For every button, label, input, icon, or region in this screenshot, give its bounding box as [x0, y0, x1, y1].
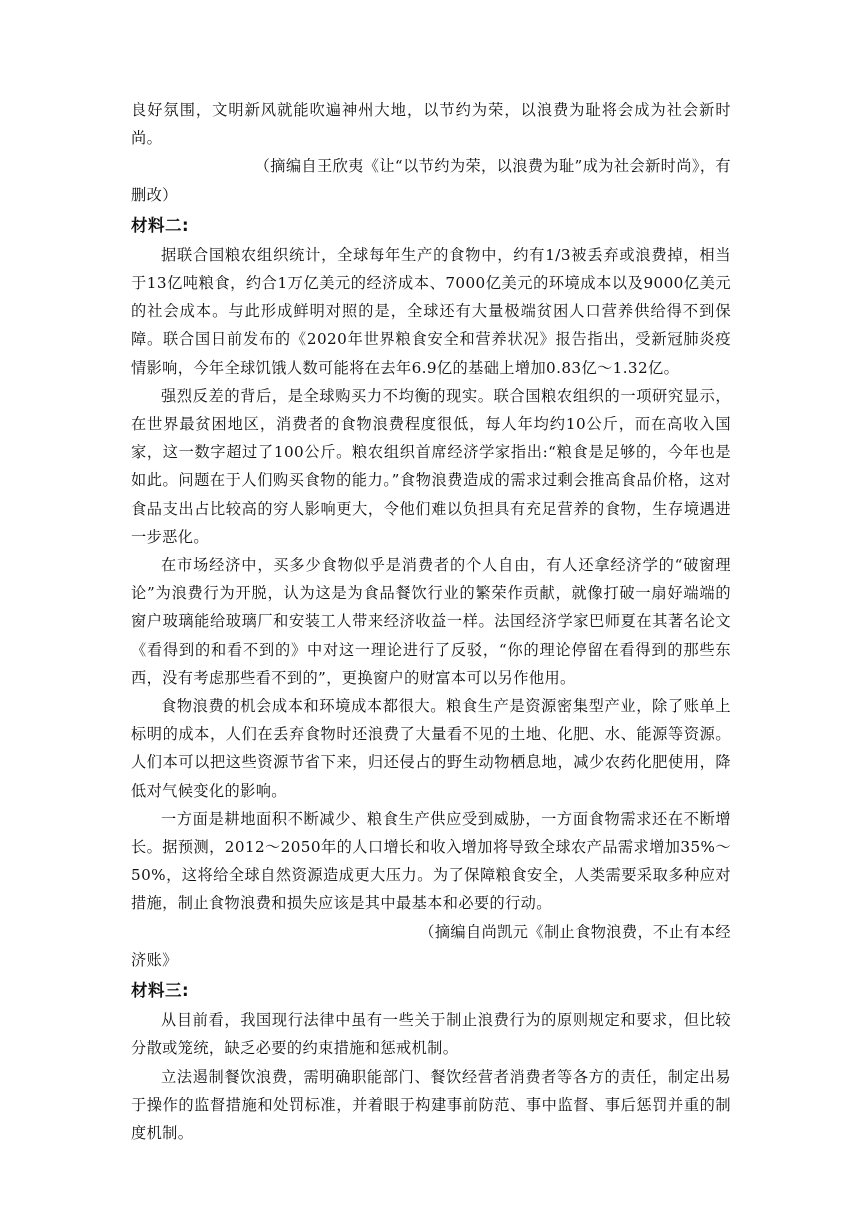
- material-3-paragraph-1: 从目前看，我国现行法律中虽有一些关于制止浪费行为的原则规定和要求，但比较分散或笼统，缺乏必要的约束措施和惩戒机制。: [131, 1011, 731, 1058]
- document-page: [131, 96, 731, 1147]
- material-2-paragraph-3: 在市场经济中，买多少食物似乎是消费者的个人自由，有人还拿经济学的“破窗理论”为浪费行为开脱，认为这是为食品餐饮行业的繁荣作贡献，就像打破一扇好端端的窗户玻璃能给玻璃厂和安装工人带来经济收益一样。法国经济学家巴师夏在其著名论文《看得到的和看不到的》中对这一理论进行了反驳，“你的理论停留在看得到的那些东西，没有考虑那些看不到的”，更换窗户的财富本可以另作他用。: [131, 556, 731, 687]
- intro-source-citation-continued: 删改）: [131, 185, 178, 204]
- material-3-heading: 材料三:: [131, 981, 190, 1001]
- material-2-paragraph-2: 强烈反差的背后，是全球购买力不均衡的现实。联合国粮农组织的一项研究显示，在世界最贫困地区，消费者的食物浪费程度很低，每人年均约10公斤，而在高收入国家，这一数字超过了100公斤。粮农组织首席经济学家指出:“粮食是足够的，今年也是如此。问题在于人们购买食物的能力。”食物浪费造成的需求过剩会推高食品价格，这对食品支出占比较高的穷人影响更大，令他们难以负担具有充足营养的食物，生存境遇进一步恶化。: [131, 386, 731, 546]
- material-2-source-citation: （摘编自尚凯元《制止食物浪费，不止有本经: [419, 922, 731, 941]
- material-2-paragraph-5: 一方面是耕地面积不断减少、粮食生产供应受到威胁，一方面食物需求还在不断增长。据预测，2012～2050年的人口增长和收入增加将导致全球农产品需求增加35%～50%，这将给全球自然资源造成更大压力。为了保障粮食安全，人类需要采取多种应对措施，制止食物浪费和损失应该是其中最基本和必要的行动。: [131, 809, 731, 913]
- material-3-paragraph-2: 立法遏制餐饮浪费，需明确职能部门、餐饮经营者消费者等各方的责任，制定出易于操作的监督措施和处罚标准，并着眼于构建事前防范、事中监督、事后惩罚并重的制度机制。: [131, 1067, 731, 1142]
- material-2-paragraph-4: 食物浪费的机会成本和环境成本都很大。粮食生产是资源密集型产业，除了账单上标明的成本，人们在丢弃食物时还浪费了大量看不见的土地、化肥、水、能源等资源。人们本可以把这些资源节省下来，归还侵占的野生动物栖息地，减少农药化肥使用，降低对气候变化的影响。: [131, 697, 731, 800]
- intro-closing-text: 良好氛围，文明新风就能吹遍神州大地，以节约为荣，以浪费为耻将会成为社会新时尚。: [131, 101, 731, 148]
- material-2-paragraph-1: 据联合国粮农组织统计，全球每年生产的食物中，约有1/3被丢弃或浪费掉，相当于13亿吨粮食，约合1万亿美元的经济成本、7000亿美元的环境成本以及9000亿美元的社会成本。与此形成鲜明对照的是，全球还有大量极端贫困人口营养供给得不到保障。联合国日前发布的《2020年世界粮食安全和营养状况》报告指出，受新冠肺炎疫情影响，今年全球饥饿人数可能将在去年6.9亿的基础上增加0.83亿～1.32亿。: [131, 245, 731, 377]
- intro-source-citation: （摘编自王欣夷《让“以节约为荣，以浪费为耻”成为社会新时尚》，有: [254, 157, 731, 176]
- material-2-heading: 材料二:: [131, 215, 190, 235]
- material-2-source-citation-continued: 济账》: [131, 950, 178, 969]
